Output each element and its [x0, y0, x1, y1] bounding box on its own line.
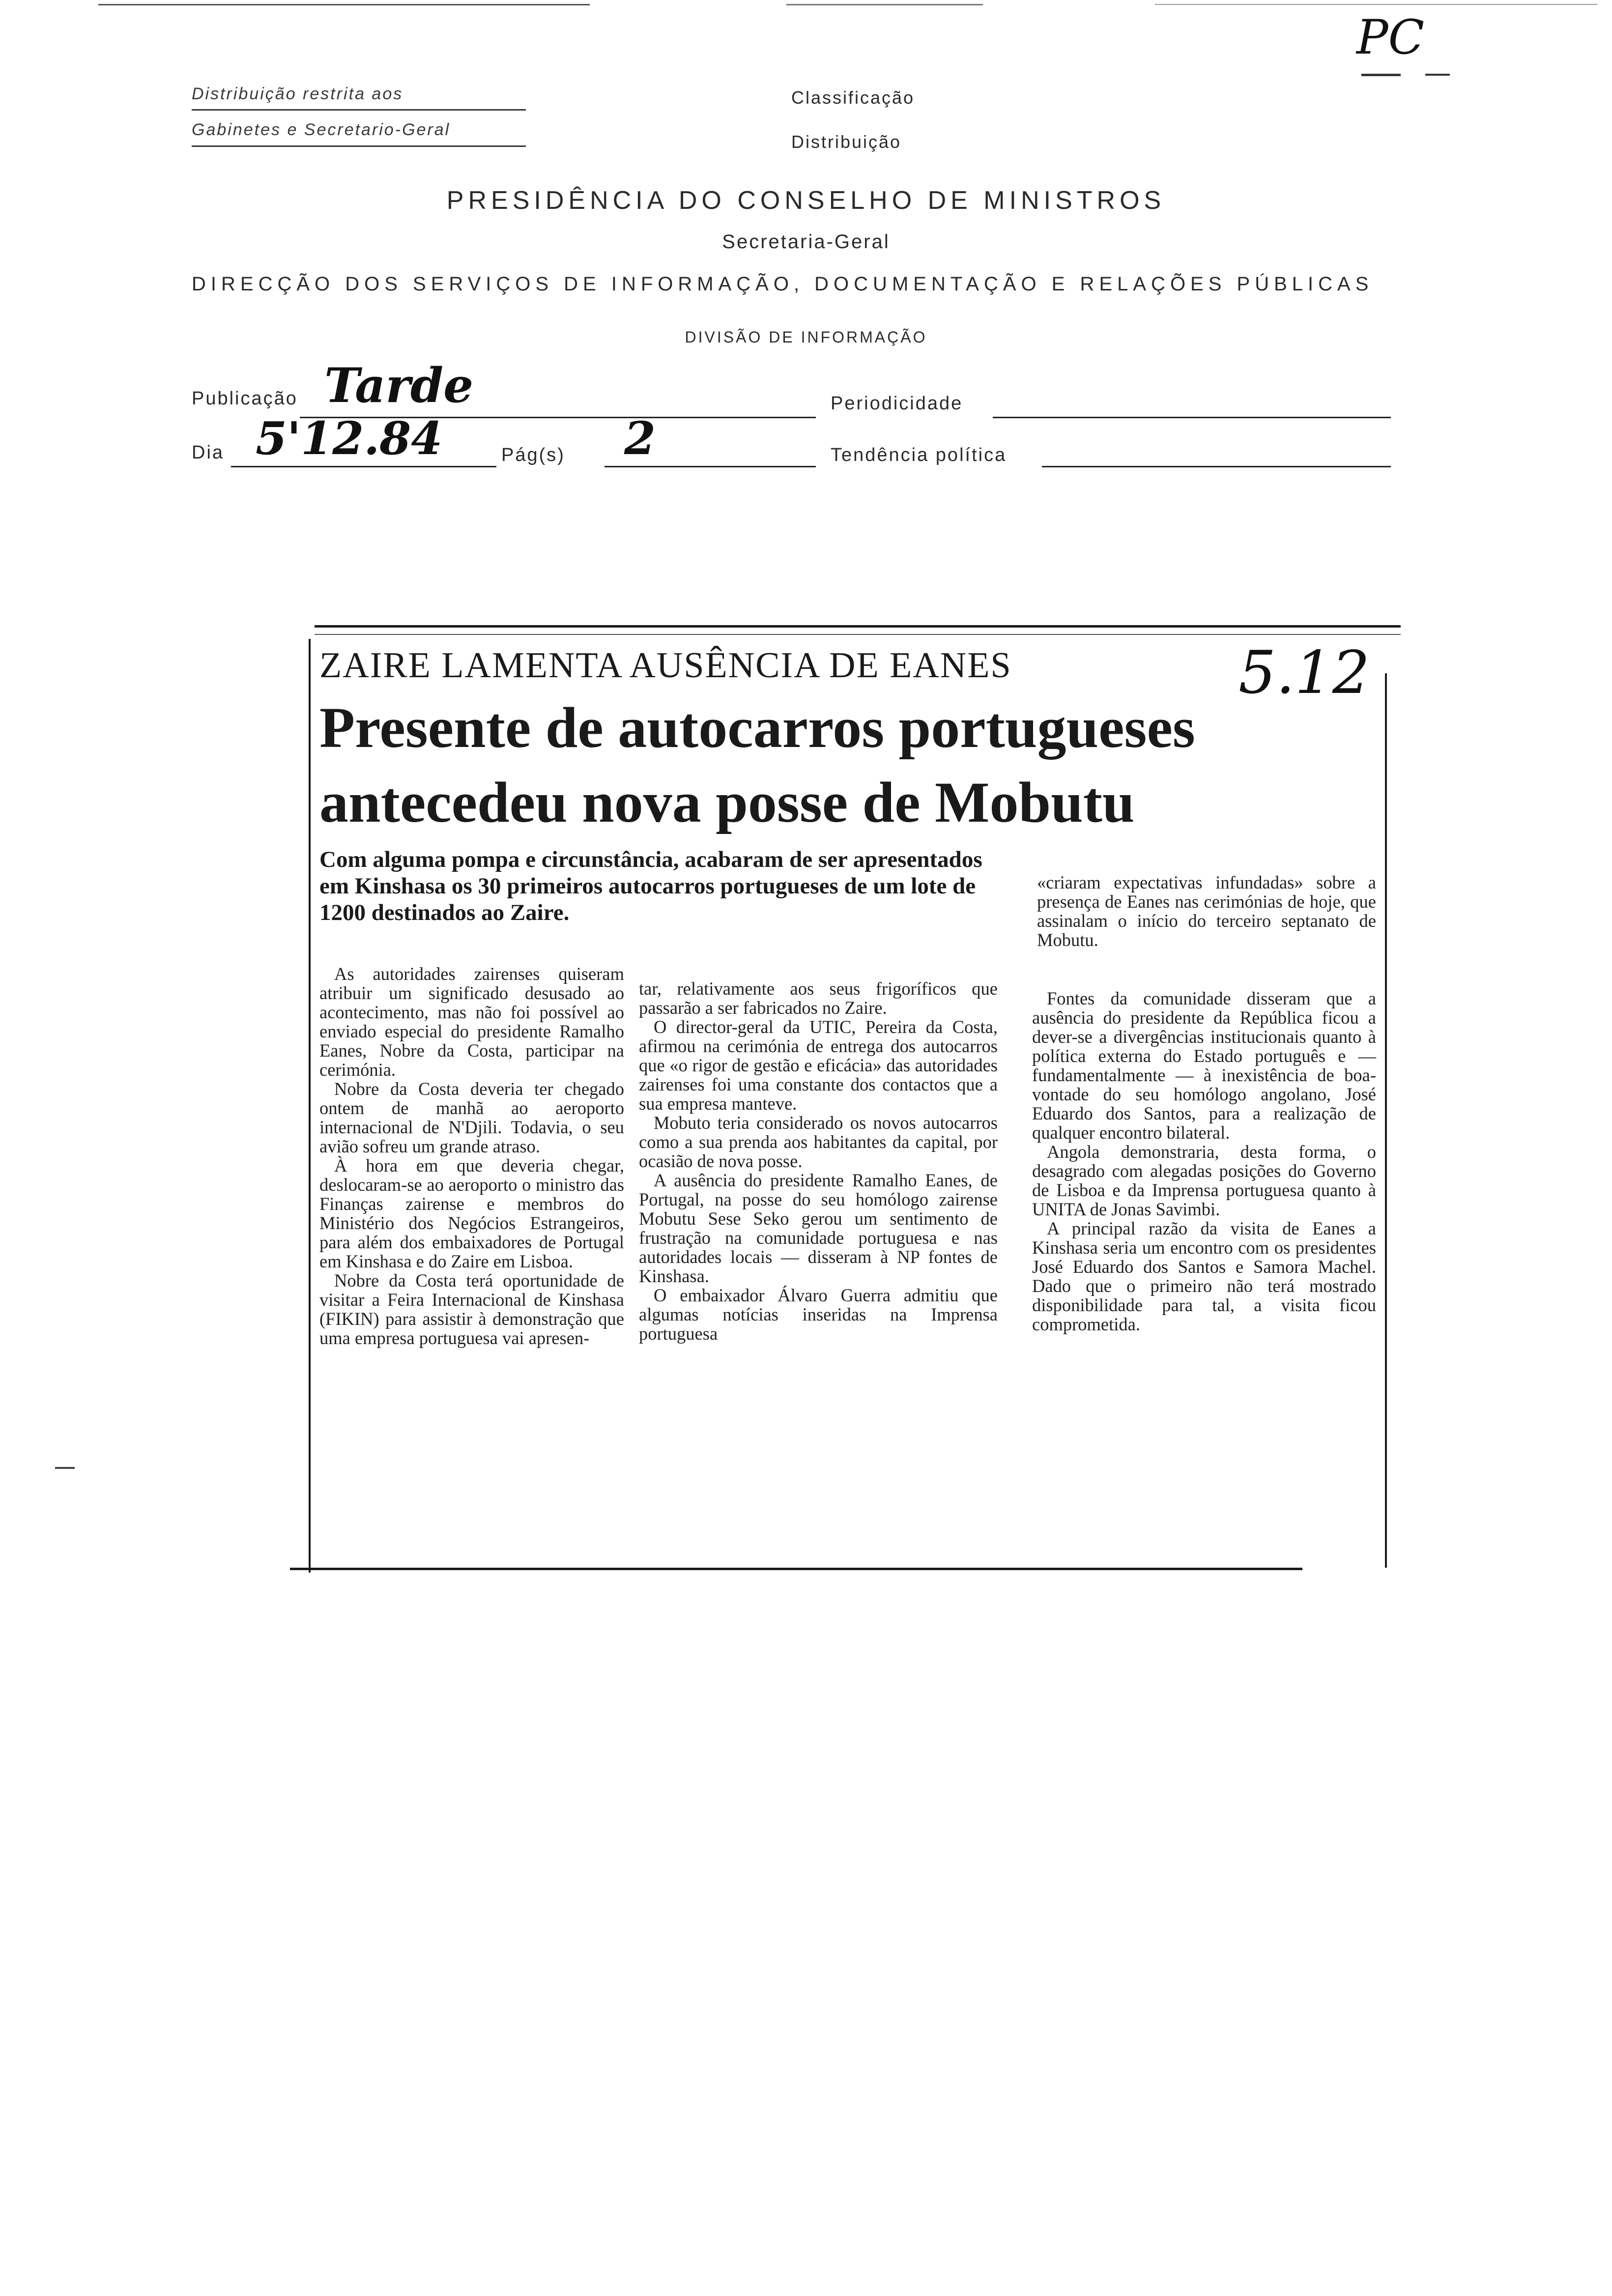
paragraph: A ausência do presidente Ramalho Eanes, de Portugal, na posse do seu homólogo zairense Mobutu Sese Seko gerou um sentimento de frustração na comunidade portuguesa e nas autoridades locais — disseram à NP fontes de Kinshasa.: [639, 1170, 998, 1286]
clipping-bottom-rule: [290, 1568, 1302, 1570]
clipping-top-rule-fine: [315, 634, 1401, 635]
clipping-top-rule: [315, 625, 1401, 628]
article-column-3: [1032, 989, 1376, 1334]
paragraph: As autoridades zairenses quiseram atribuir um significado desusado ao acontecimento, mas não foi possível ao enviado especial do presidente Ramalho Eanes, Nobre da Costa, participar na cerimónia.: [319, 964, 624, 1080]
classification-label: Classificação: [791, 87, 915, 108]
clipping-left-border: [309, 639, 311, 1573]
corner-scribble: [1425, 74, 1450, 76]
scan-edge-mark: [786, 4, 983, 5]
article-column-1: [319, 964, 624, 1348]
periodicity-line: [993, 417, 1391, 418]
division: DIVISÃO DE INFORMAÇÃO: [685, 328, 927, 346]
paragraph: O director-geral da UTIC, Pereira da Costa, afirmou na cerimónia de entrega dos autocarros que «o rigor de gestão e eficácia» das autoridades zairenses foi uma constante dos contactos que a sua empresa manteve.: [639, 1017, 998, 1114]
distribution-rule: [192, 109, 526, 111]
directorate: DIRECÇÃO DOS SERVIÇOS DE INFORMAÇÃO, DOCUMENTAÇÃO E RELAÇÕES PÚBLICAS: [192, 273, 1374, 295]
distribution-label: Distribuição: [791, 132, 902, 152]
political-tendency-label: Tendência política: [831, 445, 1007, 465]
paragraph: tar, relativamente aos seus frigoríficos que passarão a ser fabricados no Zaire.: [639, 978, 998, 1018]
clipping-date-annotation: 5.12: [1238, 639, 1370, 707]
political-tendency-line: [1042, 466, 1391, 467]
periodicity-label: Periodicidade: [831, 393, 963, 414]
headline-line-2: antecedeu nova posse de Mobutu: [319, 770, 1135, 834]
paragraph: Mobuto teria considerado os novos autocarros como a sua prenda aos habitantes da capital, por ocasião de nova posse.: [639, 1113, 998, 1171]
paragraph: Nobre da Costa terá oportunidade de visitar a Feira Internacional de Kinshasa (FIKIN) para assistir à demonstração que uma empresa portuguesa vai apresen-: [319, 1270, 624, 1348]
publication-label: Publicação: [192, 388, 298, 409]
paragraph: Angola demonstraria, desta forma, o desagrado com alegadas posições do Governo de Lisboa e da Imprensa portuguesa quanto à UNITA de Jonas Savimbi.: [1032, 1142, 1376, 1219]
scan-edge-mark: [98, 4, 590, 5]
secretariat: Secretaria-Geral: [722, 231, 890, 253]
margin-mark: [55, 1467, 75, 1469]
article-side-text: «criaram expectativas infundadas» sobre a presença de Eanes nas cerimónias de hoje, que assinalam o início do terceiro septanato de Mobutu.: [1037, 872, 1376, 950]
pages-value: 2: [624, 412, 656, 465]
corner-annotation: PC: [1356, 10, 1425, 65]
scan-edge-mark: [1155, 4, 1597, 5]
distribution-line-1: Distribuição restrita aos: [192, 85, 403, 103]
article-kicker: ZAIRE LAMENTA AUSÊNCIA DE EANES: [319, 645, 1012, 686]
headline-line-1: Presente de autocarros portugueses: [319, 695, 1195, 760]
org-title: PRESIDÊNCIA DO CONSELHO DE MINISTROS: [446, 186, 1166, 215]
day-value: 5'12.84: [256, 412, 443, 465]
distribution-line-2: Gabinetes e Secretario-Geral: [192, 120, 451, 139]
corner-scribble: [1361, 74, 1401, 76]
pages-label: Pág(s): [501, 445, 565, 465]
paragraph: À hora em que deveria chegar, deslocaram-se ao aeroporto o ministro das Finanças zairense e membros do Ministério dos Negócios Estrangeiros, para além dos embaixadores de Portugal em Kinshasa e do Zaire em Lisboa.: [319, 1155, 624, 1271]
pages-line: [604, 466, 816, 467]
article-lead: Com alguma pompa e circunstância, acabaram de ser apresentados em Kinshasa os 30 primeiros autocarros portugueses de um lote de 1200 destinados ao Zaire.: [319, 847, 982, 925]
paragraph: Fontes da comunidade disseram que a ausência do presidente da República ficou a dever-se a divergências institucionais quanto à política externa do Estado português e — fundamentalmente — à inexistência de boa-vontade do seu homólogo angolano, José Eduardo dos Santos, para a realização de qualquer encontro bilateral.: [1032, 988, 1376, 1143]
day-line: [231, 466, 496, 467]
paragraph: A principal razão da visita de Eanes a Kinshasa seria um encontro com os presidentes José Eduardo dos Santos e Samora Machel. Dado que o primeiro não terá mostrado disponibilidade para tal, a visita ficou comprometida.: [1032, 1218, 1376, 1334]
publication-value: Tarde: [324, 358, 474, 413]
paragraph: O embaixador Álvaro Guerra admitiu que algumas notícias inseridas na Imprensa portuguesa: [639, 1285, 998, 1344]
clipping-right-border: [1385, 673, 1387, 1568]
distribution-rule: [192, 145, 526, 147]
paragraph: Nobre da Costa deveria ter chegado ontem de manhã ao aeroporto internacional de N'Djili. Todavia, o seu avião sofreu um grande atraso.: [319, 1079, 624, 1156]
day-label: Dia: [192, 442, 225, 463]
article-column-2: [639, 979, 998, 1343]
